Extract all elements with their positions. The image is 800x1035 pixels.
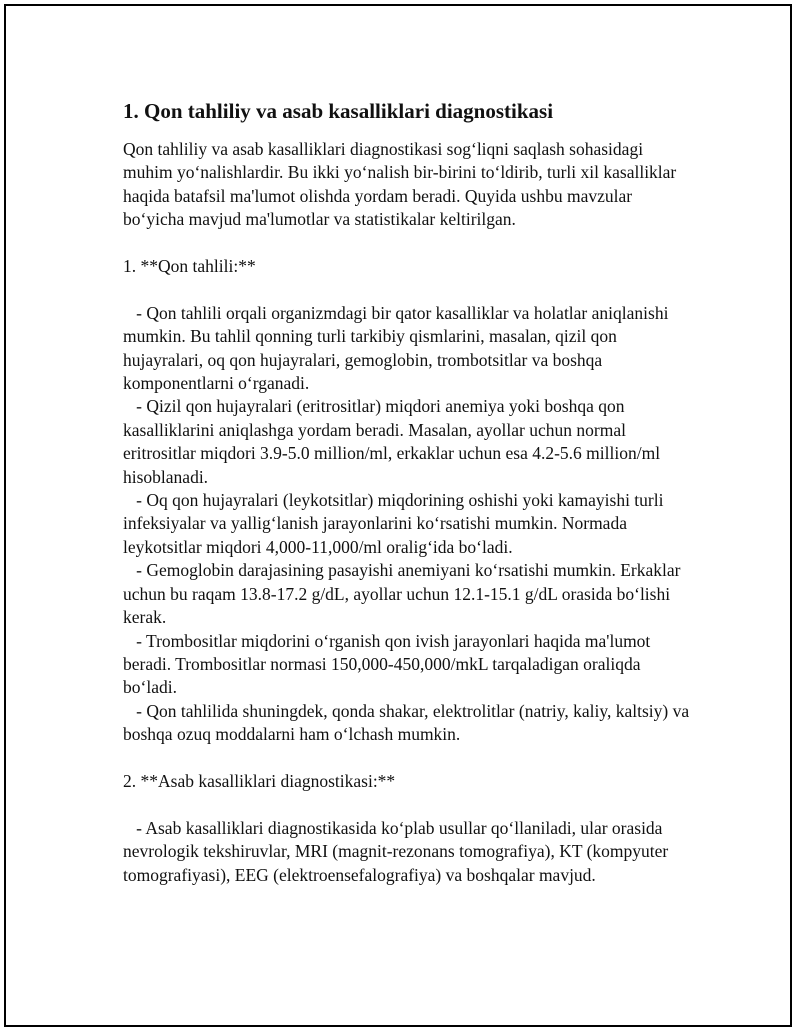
section-1-item: - Oq qon hujayralari (leykotsitlar) miqdorining oshishi yoki kamayishi turli infeksiyalar va yallig‘lanish jarayonlarini ko‘rsatishi mumkin. Normada leykotsitlar miqdori 4,000-11,000/ml oralig‘ida bo‘ladi. [123,490,668,557]
section-1-item: - Qizil qon hujayralari (eritrositlar) miqdori anemiya yoki boshqa qon kasalliklarini aniqlashga yordam beradi. Masalan, ayollar uchun normal eritrositlar miqdori 3.9-5.0 million/ml, erkaklar uchun esa 4.2-5.6 million/ml hisoblanadi. [123,396,665,487]
section-2-title: 2. **Asab kasalliklari diagnostikasi:** [123,770,396,791]
section-1-item: - Trombositlar miqdorini o‘rganish qon ivish jarayonlari haqida ma'lumot beradi. Trombositlar normasi 150,000-450,000/mkL tarqaladigan oraliqda bo‘ladi. [123,630,655,698]
page-frame [4,4,792,1027]
intro-paragraph: Qon tahliliy va asab kasalliklari diagnostikasi sog‘liqni saqlash sohasidagi muhim yo‘nalishlardir. Bu ikki yo‘nalish bir-birini to‘ldirib, turli xil kasalliklar haqida batafsil ma'lumot olishda yordam beradi. Quyida ushbu mavzular bo‘yicha mavjud ma'lumotlar va statistikalar keltirilgan. [123,139,681,230]
document-heading: 1. Qon tahliliy va asab kasalliklari diagnostikasi [123,99,554,123]
spacer [123,793,693,816]
section-1-item: - Gemoglobin darajasining pasayishi anemiyani ko‘rsatishi mumkin. Erkaklar uchun bu raqam 13.8-17.2 g/dL, ayollar uchun 12.1-15.1 g/dL orasida bo‘lishi kerak. [123,560,685,628]
spacer [123,747,693,770]
section-1-title: 1. **Qon tahlili:** [123,256,256,277]
document-body [123,96,693,887]
spacer [123,232,693,255]
section-2-item: - Asab kasalliklari diagnostikasida ko‘plab usullar qo‘llaniladi, ular orasida nevrologik tekshiruvlar, MRI (magnit-rezonans tomografiya), KT (kompyuter tomografiyasi), EEG (elektroensefalografiya) va boshqalar mavjud. [123,817,673,885]
section-1-item: - Qon tahlili orqali organizmdagi bir qator kasalliklar va holatlar aniqlanishi mumkin. Bu tahlil qonning turli tarkibiy qismlarini, masalan, qizil qon hujayralari, oq qon hujayralari, gemoglobin, trombotsitlar va boshqa komponentlarni o‘rganadi. [123,302,673,394]
section-1-item: - Qon tahlilida shuningdek, qonda shakar, elektrolitlar (natriy, kaliy, kaltsiy) va boshqa ozuq moddalarni ham o‘lchash mumkin. [123,700,694,745]
spacer [123,278,693,301]
